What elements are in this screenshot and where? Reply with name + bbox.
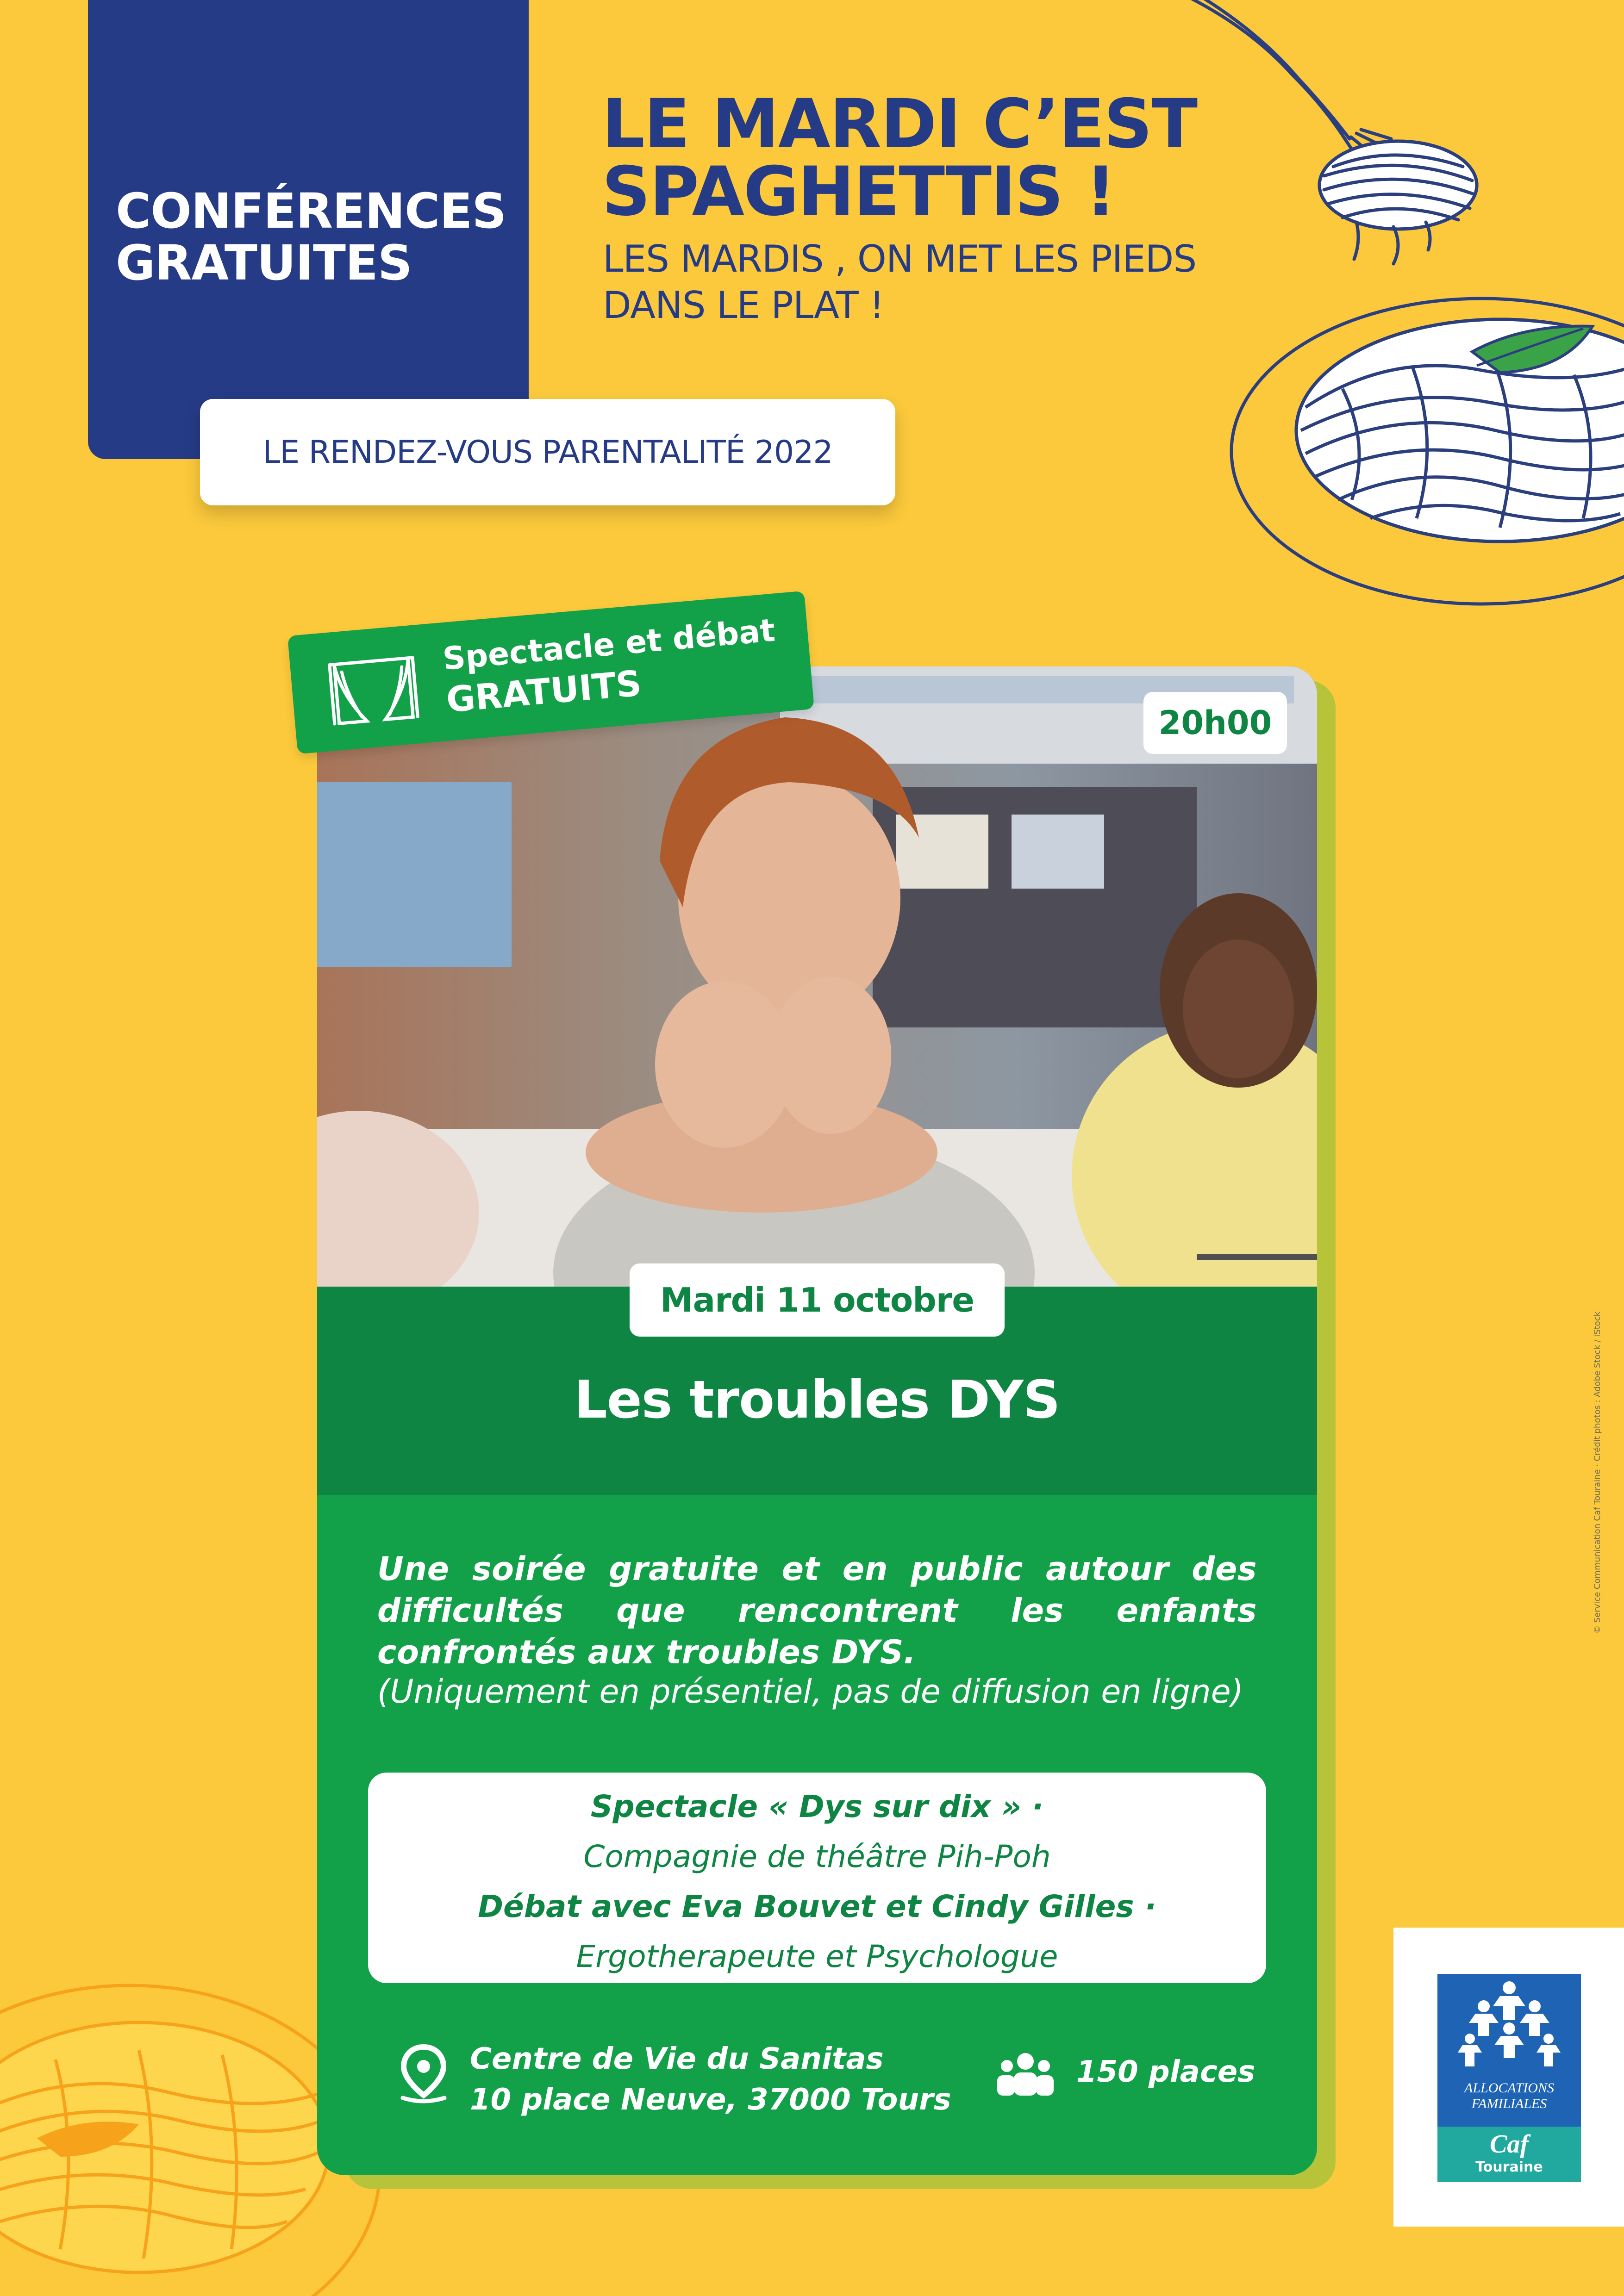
debate-roles: Ergotherapeute et Psychologue xyxy=(576,1939,1058,1974)
map-pin-icon xyxy=(398,2043,449,2103)
event-card xyxy=(317,666,1317,2175)
time-chip: 20h00 xyxy=(1143,692,1287,754)
main-title xyxy=(602,85,1197,231)
event-note: (Uniquement en présentiel, pas de diffusion en ligne) xyxy=(377,1673,1243,1711)
location-line2: 10 place Neuve, 37000 Tours xyxy=(470,2083,951,2117)
event-title: Les troubles DYS xyxy=(574,1370,1060,1430)
classroom-photo xyxy=(317,666,1317,1287)
conference-line2: GRATUITES xyxy=(116,235,412,291)
badge-line1: Spectacle et débat xyxy=(441,612,777,678)
theater-curtain-icon xyxy=(325,652,423,729)
program-box xyxy=(368,1773,1266,1983)
caf-logo-text xyxy=(1437,2080,1581,2112)
caf-logo-mark xyxy=(1437,1974,1581,2182)
fork-icon xyxy=(1185,0,1477,264)
badge-line2: GRATUITS xyxy=(444,662,643,721)
caf-region: Touraine xyxy=(1475,2159,1543,2175)
location xyxy=(470,2039,951,2120)
event-description: Une soirée gratuite et en public autour des difficultés que rencontrent les enfants confrontés aux troubles DYS. xyxy=(377,1550,1257,1671)
caf-brand: Caf xyxy=(1490,2130,1529,2159)
caf-alloc-line1: ALLOCATIONS xyxy=(1464,2080,1554,2096)
conference-badge-text xyxy=(116,185,506,289)
subtitle-line1: LES MARDIS , ON MET LES PIEDS xyxy=(603,237,1197,280)
main-title-line2: SPAGHETTIS ! xyxy=(602,152,1115,231)
caf-alloc-line2: FAMILIALES xyxy=(1471,2096,1547,2111)
family-icon xyxy=(1456,1979,1562,2076)
photo-credit: © Service Communication Caf Touraine · Crédit photos : Adobe Stock / iStock xyxy=(1593,1311,1602,1634)
show-company: Compagnie de théâtre Pih-Poh xyxy=(583,1839,1051,1874)
capacity: 150 places xyxy=(1076,2055,1255,2089)
rendezvous-banner xyxy=(200,399,895,505)
people-icon xyxy=(995,2050,1056,2097)
conference-line1: CONFÉRENCES xyxy=(116,183,506,239)
debate-title: Débat avec Eva Bouvet et Cindy Gilles · xyxy=(478,1889,1156,1924)
rendezvous-text: LE RENDEZ-VOUS PARENTALITÉ 2022 xyxy=(262,434,833,471)
show-title: Spectacle « Dys sur dix » · xyxy=(590,1789,1044,1824)
caf-logo xyxy=(1393,1928,1624,2227)
main-title-line1: LE MARDI C’EST xyxy=(602,85,1197,163)
location-line1: Centre de Vie du Sanitas xyxy=(470,2042,884,2076)
subtitle xyxy=(603,236,1196,329)
subtitle-line2: DANS LE PLAT ! xyxy=(603,284,884,327)
date-pill: Mardi 11 octobre xyxy=(630,1263,1005,1337)
